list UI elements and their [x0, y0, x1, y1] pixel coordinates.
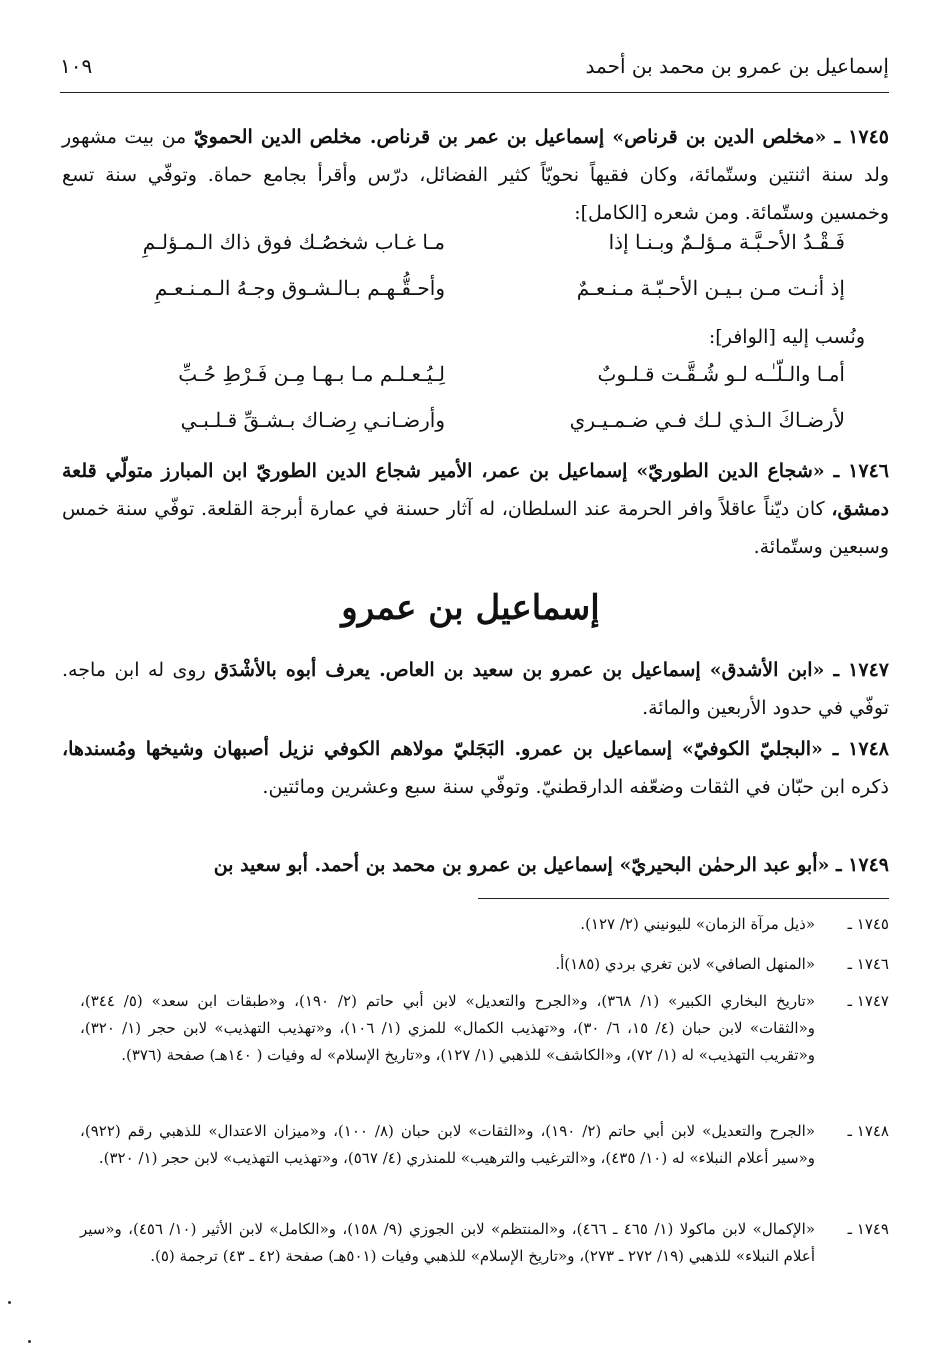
hemistich-first: إذ أنـت مـن بـيـن الأحـبّـة مـنـعـمٌ: [576, 276, 845, 300]
hemistich-second: وأرضـانـي رِضـاك بـشـقِّ قـلـبـي: [180, 408, 445, 432]
entry-1746-lead: متولّي قلعة دمشق،: [62, 460, 889, 520]
footnote-text: «المنهل الصافي» لابن تغري بردي (١٨٥)أ.: [555, 955, 815, 973]
entry-1747-body: روى له ابن ماجه. توفّي في حدود الأربعين والمائة.: [62, 659, 889, 719]
footnote-text: «الإكمال» لابن ماكولا (١/ ٤٦٥ ـ ٤٦٦)، و«المنتظم» لابن الجوزي (٩/ ١٥٨)، و«الكامل» لابن الأثير (١٠/ ٤٥٦)، و«سير أعلام النبلاء» للذهبي (١٩/ ٢٧٢ ـ ٢٧٣)، و«تاريخ الإسلام» للذهبي وفيات (٥٠١هـ) صفحة (٤٢ ـ ٤٣) ترجمة (٥).: [80, 1220, 816, 1265]
hemistich-second: مـا غـاب شخصُـك فوق ذاك الـمـؤلـمِ: [142, 230, 445, 254]
entry-1748: [62, 730, 889, 806]
footnote-rule: [478, 898, 889, 899]
entry-1747: [62, 651, 889, 727]
footnote-1747: [80, 988, 889, 1069]
entry-1745-head: ١٧٤٥ ـ «مخلص الدين بن قرناص» إسماعيل بن عمر بن قرناص. مخلص الدين الحمويّ: [193, 126, 889, 148]
entry-1746: [62, 452, 889, 566]
entry-1748-head: ١٧٤٨ ـ «البجليّ الكوفيّ» إسماعيل بن عمرو. البَجَليّ مولاهم الكوفي نزيل أصبهان وشيخها ومُسندها،: [62, 738, 889, 760]
page-number: ١٠٩: [60, 54, 93, 78]
hemistich-first: لأرضـاكَ الـذي لـك فـي ضـمـيـري: [569, 408, 845, 432]
scan-speck: [28, 1340, 31, 1343]
poem-2-verse-2: [100, 402, 845, 446]
running-title: إسماعيل بن عمرو بن محمد بن أحمد: [585, 54, 889, 78]
poem-2-intro-text: ونُسب إليه [الوافر]:: [708, 326, 865, 348]
entry-1745: [62, 118, 889, 232]
footnote-number: ١٧٤٥ ـ: [847, 915, 889, 933]
section-title: إسماعيل بن عمرو: [341, 588, 600, 628]
footnote-text: «الجرح والتعديل» لابن أبي حاتم (٢/ ١٩٠)، و«الثقات» لابن حبان (٨/ ١٠٠)، و«ميزان الاعتدال» للذهبي رقم (٩٢٢)، و«سير أعلام النبلاء» له (١٠/ ٤٣٥)، و«الترغيب والترهيب» للمنذري (٤/ ٥٦٧)، و«تهذيب التهذيب» لابن حجر (١/ ٣٢٠).: [80, 1122, 816, 1167]
entry-1749: [62, 846, 889, 884]
footnote-1746: [80, 951, 889, 978]
running-header: [60, 52, 889, 86]
entry-1747-head: ١٧٤٧ ـ «ابن الأشدق» إسماعيل بن عمرو بن سعيد بن العاص. يعرف أبوه بالأشْدَق: [214, 659, 889, 681]
footnote-text: «ذيل مرآة الزمان» لليونيني (٢/ ١٢٧).: [580, 915, 815, 933]
footnote-text: «تاريخ البخاري الكبير» (١/ ٣٦٨)، و«الجرح والتعديل» لابن أبي حاتم (٢/ ١٩٠)، و«طبقات ابن سعد» (٥/ ٣٤٤)، و«الثقات» لابن حبان (٤/ ١٥، ٦/ ٣٠)، و«تهذيب الكمال» للمزي (١/ ١٠٦)، و«تهذيب التهذيب» لابن حجر (١/ ٣٢٠)، و«تقريب التهذيب» له (١/ ٧٢)، و«الكاشف» للذهبي (١/ ١٢٧)، و«تاريخ الإسلام» له وفيات ( ١٤٠هـ) صفحة (٣٧٦).: [80, 992, 815, 1064]
footnote-number: ١٧٤٦ ـ: [847, 955, 889, 973]
hemistich-first: أمـا والـلّـٰـه لـو شُـقَّـت قـلـوبٌ: [597, 362, 845, 386]
poem-2-intro: [62, 318, 889, 356]
hemistich-first: فَـقْـدُ الأحـبَّـة مـؤلـمٌ وبـنـا إذا: [608, 230, 845, 254]
footnote-number: ١٧٤٨ ـ: [847, 1122, 889, 1140]
footnote-1749: [80, 1216, 889, 1270]
hemistich-second: لِـيُـعـلـم مـا بـهـا مِـن فَـرْطِ حُـبِّ: [178, 362, 445, 386]
scan-speck: [8, 1301, 11, 1304]
poem-2-verse-1: [100, 356, 845, 400]
footnote-number: ١٧٤٩ ـ: [847, 1220, 889, 1238]
footnote-1748: [80, 1118, 889, 1172]
hemistich-second: وأحـقُّـهـم بـالـشـوق وجـهُ الـمـنـعـمِ: [154, 276, 445, 300]
poem-1-verse-2: [100, 270, 845, 314]
footnote-number: ١٧٤٧ ـ: [847, 992, 889, 1010]
footnote-1745: [80, 911, 889, 938]
entry-1749-head: ١٧٤٩ ـ «أبو عبد الرحمٰن البحيريّ» إسماعيل بن عمرو بن محمد بن أحمد. أبو سعيد بن: [213, 854, 889, 876]
entry-1748-body: ذكره ابن حبّان في الثقات وضعّفه الدارقطنيّ. وتوفّي سنة سبع وعشرين ومائتين.: [262, 776, 889, 798]
poem-1-verse-1: [100, 224, 845, 268]
entry-1745-body: من بيت مشهور ولد سنة اثنتين وستّمائة، وكان فقيهاً نحويّاً كثير الفضائل، درّس وأقرأ بجامع حماة. وتوفّي سنة تسع وخمسين وستّمائة. ومن شعره [الكامل]:: [62, 126, 889, 224]
entry-1746-head: ١٧٤٦ ـ «شجاع الدين الطوريّ» إسماعيل بن عمر، الأمير شجاع الدين الطوريّ ابن المبارز: [161, 460, 889, 482]
header-rule: [60, 92, 889, 93]
entry-1746-body: كان ديّناً عاقلاً وافر الحرمة عند السلطان، له آثار حسنة في عمارة أبرجة القلعة. توفّي سنة خمس وسبعين وستّمائة.: [62, 498, 889, 558]
